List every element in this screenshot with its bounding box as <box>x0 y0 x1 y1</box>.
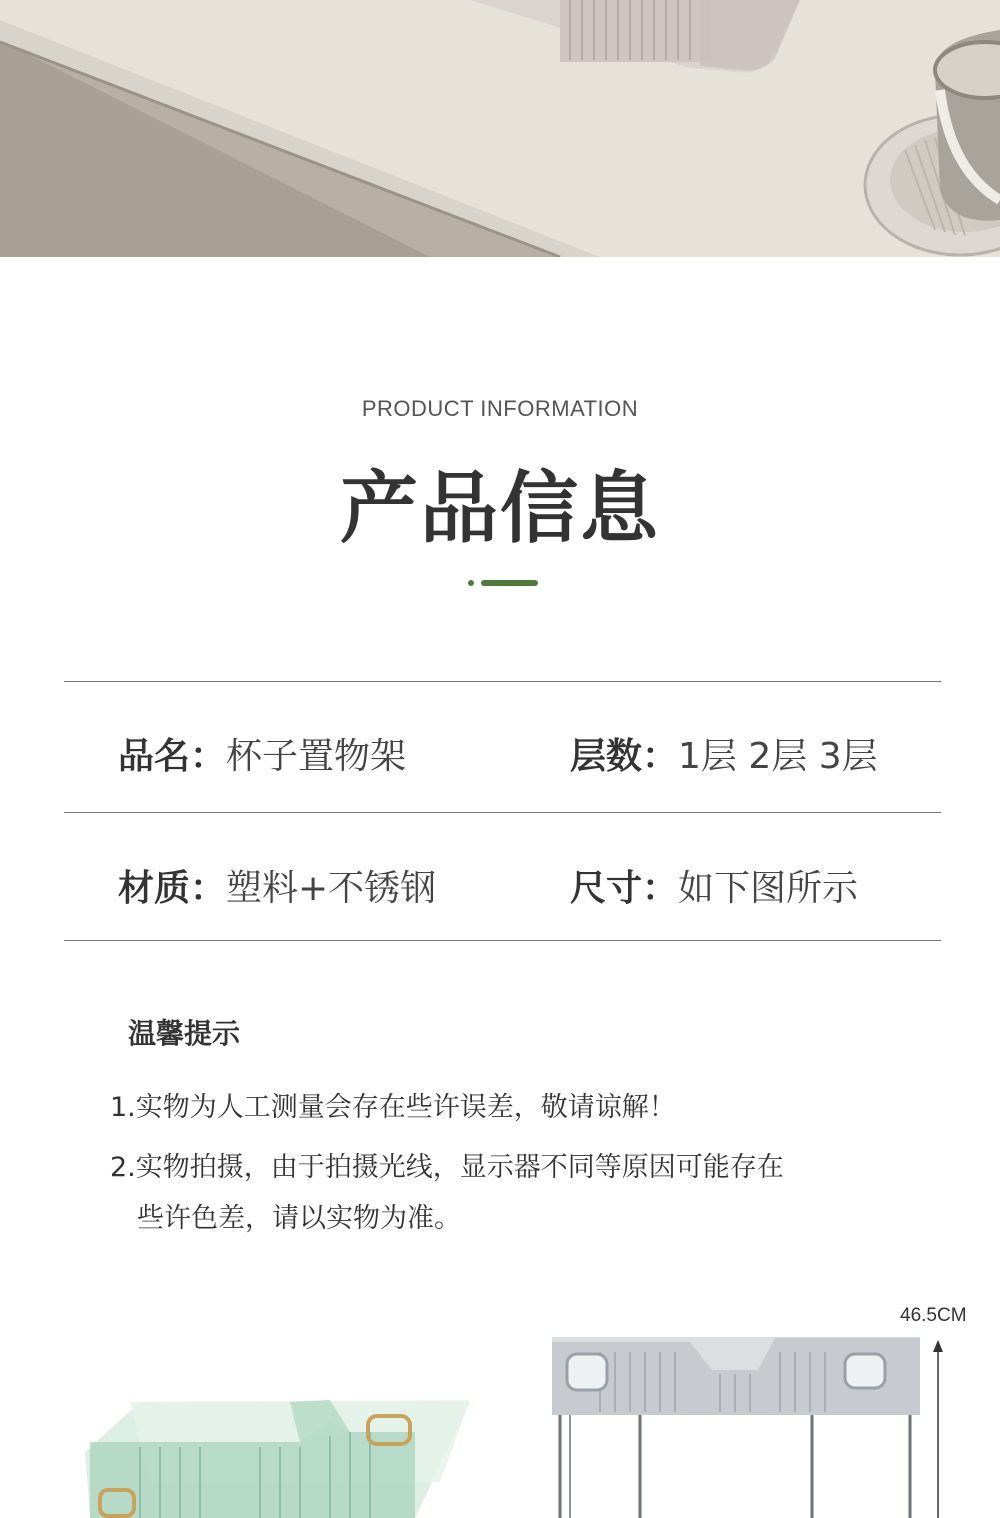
hero-product-photo <box>0 0 1000 257</box>
tips-heading: 温馨提示 <box>128 1017 241 1050</box>
tip-item-1: 1.实物为人工测量会存在些许误差，敬请谅解！ <box>110 1092 676 1123</box>
accent-bar <box>481 580 538 586</box>
tip-item-2-continued: 些许色差，请以实物为准。 <box>137 1203 461 1234</box>
spec-value: 杯子置物架 <box>226 736 407 777</box>
spec-layers <box>570 728 878 779</box>
spec-value: 如下图所示 <box>678 868 859 909</box>
hero-illustration <box>0 0 1000 257</box>
spec-value: 1层 2层 3层 <box>678 736 878 777</box>
tip-item-2: 2.实物拍摄，由于拍摄光线，显示器不同等原因可能存在 <box>110 1152 784 1183</box>
product-size-photo <box>0 1282 1000 1518</box>
divider <box>64 681 941 682</box>
accent-dot <box>468 580 474 586</box>
spec-material <box>118 860 436 911</box>
section-title: 产品信息 <box>339 464 660 554</box>
spec-key: 层数： <box>570 736 679 777</box>
spec-value: 塑料+不锈钢 <box>226 868 437 909</box>
height-dimension-label: 46.5CM <box>900 1305 967 1326</box>
spec-key: 品名： <box>118 736 227 777</box>
spec-key: 尺寸： <box>570 868 679 909</box>
section-subtitle-en: PRODUCT INFORMATION <box>361 396 639 421</box>
spec-product-name <box>118 728 406 779</box>
divider <box>64 812 941 813</box>
spec-key: 材质： <box>118 868 227 909</box>
divider <box>64 940 941 941</box>
product-illustration <box>0 1282 1000 1518</box>
spec-size <box>570 860 858 911</box>
